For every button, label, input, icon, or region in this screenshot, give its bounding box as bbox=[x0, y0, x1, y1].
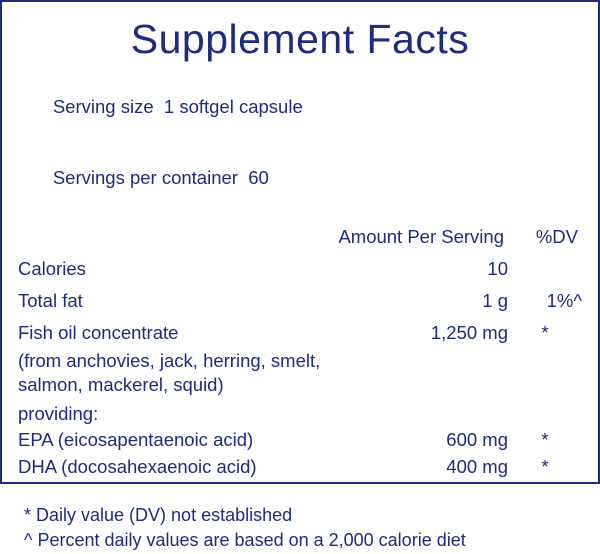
row-source-2-dv bbox=[508, 373, 582, 397]
row-dha-amount: 400 mg bbox=[446, 456, 508, 478]
serving-size-label: Serving size bbox=[52, 95, 154, 117]
servings-per-container-label: Servings per container bbox=[52, 166, 238, 188]
row-calories-name: Calories bbox=[18, 258, 86, 280]
nutrition-table bbox=[18, 221, 582, 253]
table-row bbox=[18, 285, 582, 317]
row-source-1-amount bbox=[408, 349, 508, 373]
servings-per-container-row bbox=[22, 142, 582, 213]
footnote-percent-daily-values: ^ Percent daily values are based on a 2,000 calorie diet bbox=[24, 530, 466, 551]
table-row bbox=[18, 397, 582, 425]
row-calories-dv bbox=[508, 253, 582, 285]
row-total-fat-name: Total fat bbox=[18, 290, 83, 312]
serving-size-gap bbox=[154, 96, 164, 117]
table-row bbox=[18, 456, 582, 483]
row-fish-oil-source-line-2: salmon, mackerel, squid) bbox=[18, 374, 224, 396]
footnote-dv-not-established: * Daily value (DV) not established bbox=[24, 505, 293, 526]
row-epa-name: EPA (eicosapentaenoic acid) bbox=[18, 429, 254, 451]
serving-size-value: 1 softgel capsule bbox=[163, 95, 303, 117]
serving-information bbox=[18, 71, 582, 213]
row-fish-oil-name: Fish oil concentrate bbox=[18, 322, 179, 344]
row-total-fat-dv: 1%^ bbox=[546, 290, 582, 312]
table-row bbox=[18, 253, 582, 285]
table-row bbox=[18, 317, 582, 349]
row-total-fat-amount: 1 g bbox=[482, 290, 508, 312]
row-epa-amount: 600 mg bbox=[446, 429, 508, 451]
row-source-1-dv bbox=[508, 349, 582, 373]
row-source-2-amount bbox=[408, 373, 508, 397]
header-percent-dv: %DV bbox=[535, 226, 578, 248]
row-fish-oil-source-line-1: (from anchovies, jack, herring, smelt, bbox=[18, 350, 321, 372]
servings-per-container-gap bbox=[238, 167, 248, 188]
table-row bbox=[18, 349, 582, 373]
row-fish-oil-amount: 1,250 mg bbox=[430, 322, 508, 344]
row-providing-label: providing: bbox=[18, 403, 99, 425]
table-header-row bbox=[18, 221, 582, 253]
fish-oil-table bbox=[18, 317, 582, 483]
footnotes bbox=[18, 503, 582, 553]
servings-per-container-value: 60 bbox=[248, 166, 269, 188]
page-title: Supplement Facts bbox=[130, 16, 470, 62]
row-epa-dv: * bbox=[541, 429, 549, 451]
row-providing-dv bbox=[508, 397, 582, 425]
header-amount-per-serving: Amount Per Serving bbox=[338, 226, 504, 248]
table-row bbox=[18, 373, 582, 397]
total-fat-table bbox=[18, 285, 582, 317]
row-fish-oil-dv: * bbox=[541, 322, 549, 344]
row-calories-amount: 10 bbox=[487, 258, 508, 280]
row-dha-name: DHA (docosahexaenoic acid) bbox=[18, 456, 257, 478]
row-dha-dv: * bbox=[541, 456, 549, 478]
serving-size-row bbox=[22, 71, 582, 142]
row-providing-amount bbox=[408, 397, 508, 425]
calories-table bbox=[18, 253, 582, 285]
table-row bbox=[18, 425, 582, 456]
